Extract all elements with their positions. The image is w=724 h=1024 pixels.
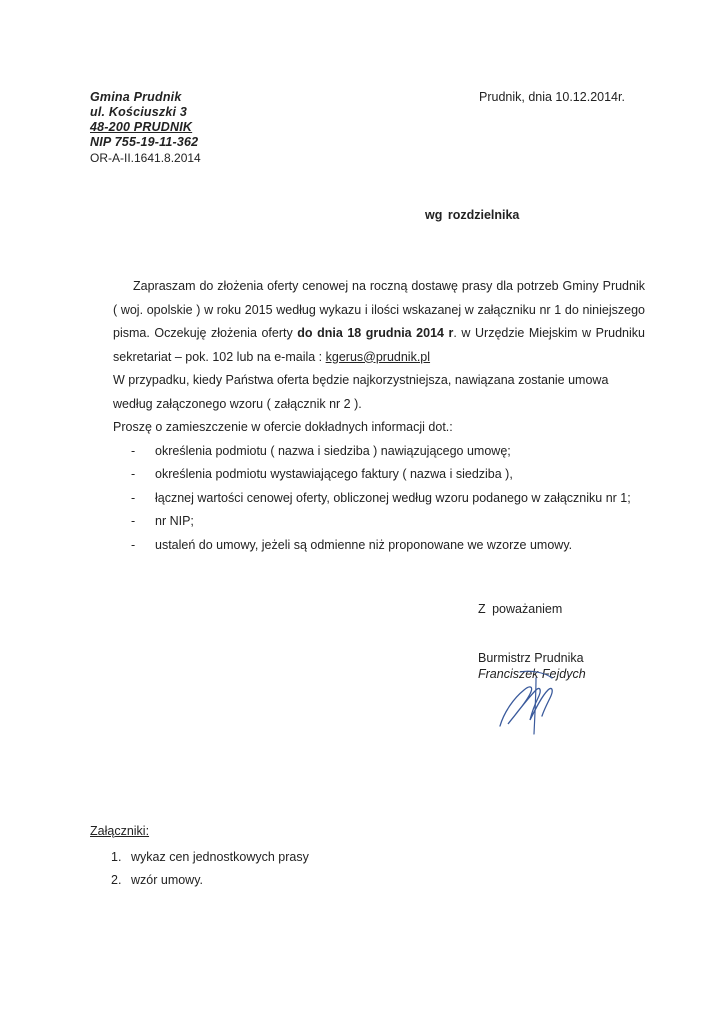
sender-name: Gmina Prudnik xyxy=(90,90,182,104)
letter-body xyxy=(113,275,645,557)
recipient: wg rozdzielnika xyxy=(425,208,520,222)
signatory-name: Franciszek Fejdych xyxy=(478,667,586,681)
reference-number: OR-A-II.1641.8.2014 xyxy=(90,151,201,165)
list-item xyxy=(113,487,645,511)
dash-bullet: - xyxy=(131,514,136,528)
attachments-list xyxy=(90,846,309,892)
paragraph-invitation xyxy=(113,275,645,369)
attachment-text: wzór umowy. xyxy=(131,873,204,887)
dash-bullet: - xyxy=(131,443,136,458)
list-item-text: łącznej wartości cenowej oferty, obliczonej według wzoru podanego w załączniku nr 1; xyxy=(155,490,631,505)
sender-postal: 48-200 PRUDNIK xyxy=(90,120,193,134)
attachment-number: 1. xyxy=(111,850,122,864)
paragraph-request: Proszę o zamieszczenie w ofercie dokładnych informacji dot.: xyxy=(113,420,453,434)
required-info-list xyxy=(113,440,645,558)
attachment-item xyxy=(90,869,309,892)
list-item-text: ustaleń do umowy, jeżeli są odmienne niż proponowane we wzorze umowy. xyxy=(155,537,573,552)
list-item-text: nr NIP; xyxy=(155,514,194,528)
attachment-number: 2. xyxy=(111,873,122,887)
dash-bullet: - xyxy=(131,490,136,505)
attachment-text: wykaz cen jednostkowych prasy xyxy=(131,850,309,864)
list-item xyxy=(113,510,645,534)
place-date: Prudnik, dnia 10.12.2014r. xyxy=(479,90,625,104)
signatory-title: Burmistrz Prudnika xyxy=(478,651,584,665)
dash-bullet: - xyxy=(131,537,136,552)
attachments-title: Załączniki: xyxy=(90,824,150,838)
email-link[interactable]: kgerus@prudnik.pl xyxy=(325,349,431,364)
list-item xyxy=(113,534,645,558)
sender-nip: NIP 755-19-11-362 xyxy=(90,135,199,149)
paragraph-invitation-text-2: . w Urzędzie Miejskim w Prudniku sekretariat – pok. 102 lub na e-maila : xyxy=(113,326,645,364)
paragraph-invitation-text: Zapraszam do złożenia oferty cenowej na roczną dostawę prasy dla potrzeb Gminy Prudnik ( woj. opolskie ) w roku 2015 według wykazu i ilości wskazanej w załączniku nr 1 do niniejszego pisma. Oczekuję złożenia oferty xyxy=(113,279,645,340)
deadline-text: do dnia 18 grudnia 2014 r xyxy=(297,326,454,340)
list-item-text: określenia podmiotu ( nazwa i siedziba ) nawiązującego umowę; xyxy=(155,443,511,458)
sender-block xyxy=(90,90,350,166)
list-item xyxy=(113,440,645,464)
handwritten-signature xyxy=(490,668,570,738)
sender-street: ul. Kościuszki 3 xyxy=(90,105,187,119)
attachment-item xyxy=(90,846,309,869)
list-item-text: określenia podmiotu wystawiającego faktury ( nazwa i siedziba ), xyxy=(155,467,513,481)
paragraph-contract: W przypadku, kiedy Państwa oferta będzie najkorzystniejsza, nawiązana zostanie umowa według załączonego wzoru ( załącznik nr 2 ). xyxy=(113,373,609,411)
attachments-block xyxy=(90,824,309,892)
closing-salutation: Z poważaniem xyxy=(478,602,563,616)
list-item xyxy=(113,463,645,487)
dash-bullet: - xyxy=(131,467,136,481)
